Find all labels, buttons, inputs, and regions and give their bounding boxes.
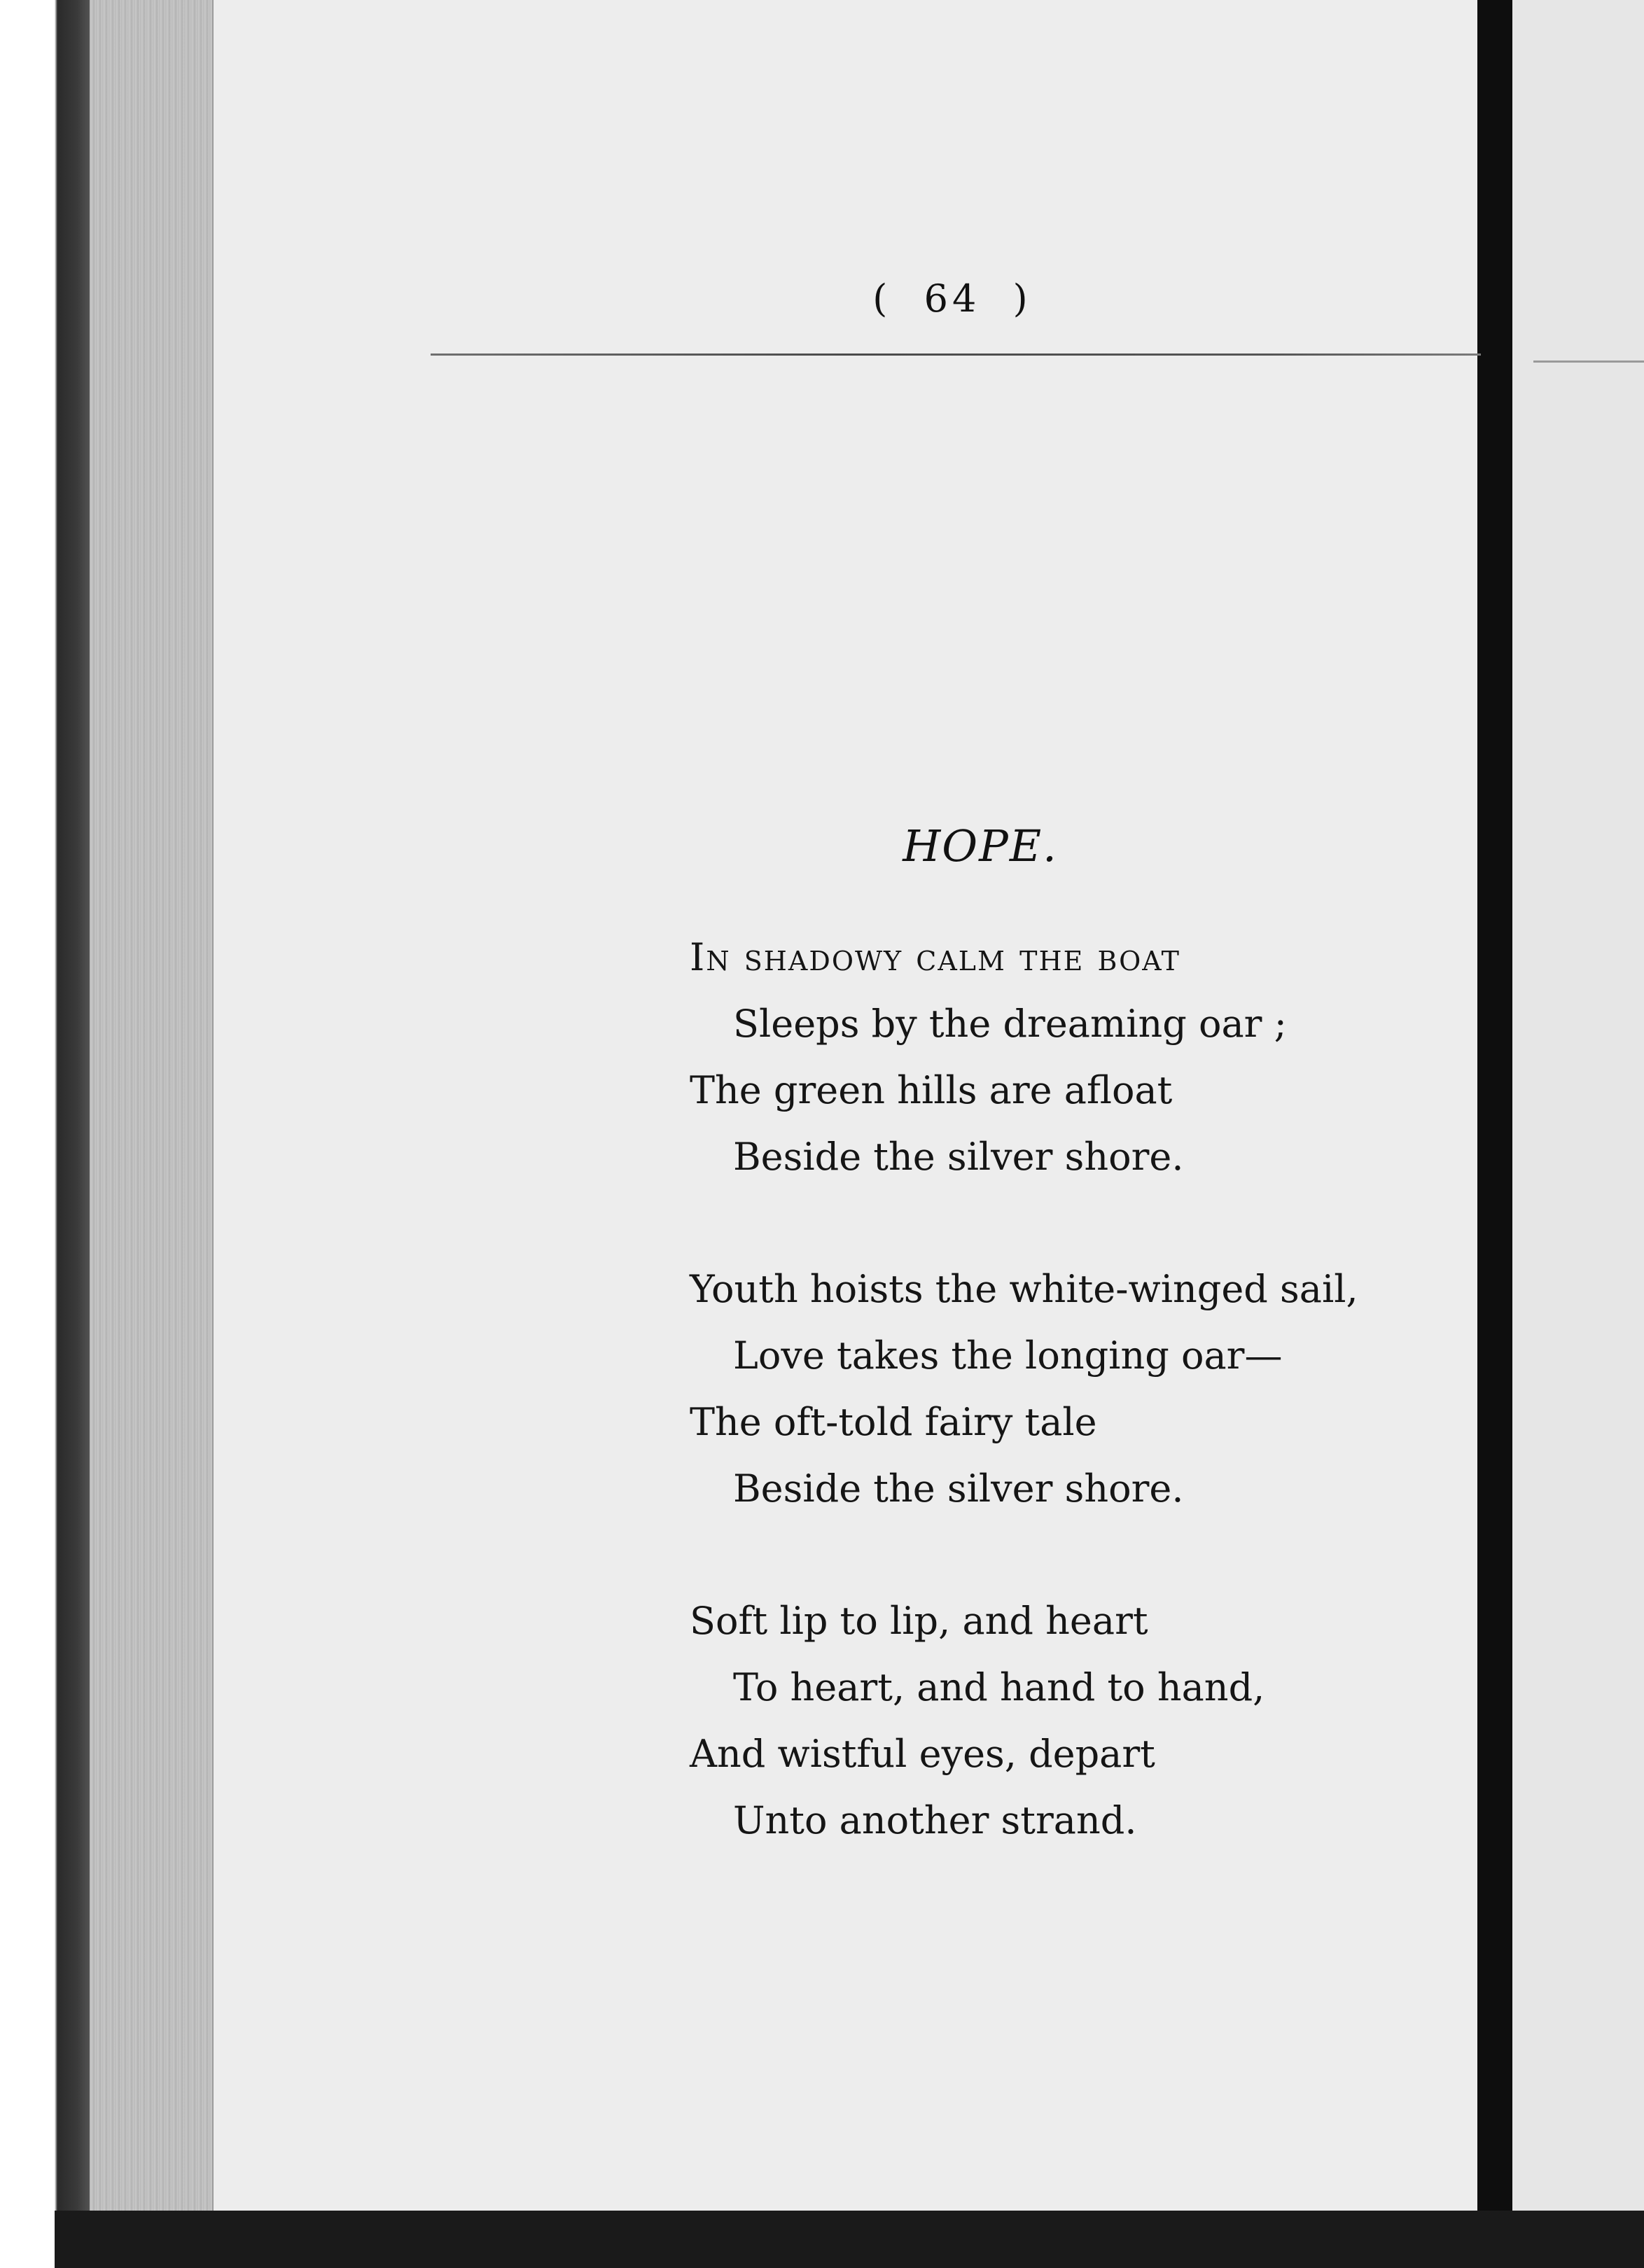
poem-line: To heart, and hand to hand,: [733, 1665, 1265, 1709]
page-number: ( 64 ): [872, 276, 1032, 321]
poem-body: [690, 924, 1390, 1919]
poem-line: Beside the silver shore.: [733, 1135, 1184, 1179]
poem-line: The green hills are afloat: [690, 1068, 1173, 1112]
poem-title: HOPE.: [903, 820, 1058, 872]
scan-border-left: [0, 0, 91, 2268]
poem-line: Soft lip to lip, and heart: [690, 1599, 1148, 1643]
poem-line: The oft-told fairy tale: [690, 1400, 1097, 1444]
stanza: [690, 924, 1390, 1190]
poem-line-text: In shadowy calm the boat: [690, 935, 1180, 979]
poem-line: Youth hoists the white-winged sail,: [690, 1267, 1358, 1311]
scan-border-bottom: [55, 2211, 1644, 2268]
facing-page-rule: [1533, 360, 1644, 363]
book-page-edges: [90, 0, 214, 2219]
header-rule: [431, 354, 1481, 356]
stanza: [690, 1588, 1390, 1854]
book-gutter: [1477, 0, 1512, 2268]
poem-line: Beside the silver shore.: [733, 1466, 1184, 1511]
stanza: [690, 1256, 1390, 1522]
poem-line: [690, 924, 1390, 990]
poem-line: And wistful eyes, depart: [690, 1732, 1155, 1776]
poem-line: Sleeps by the dreaming oar ;: [733, 1002, 1287, 1046]
poem-line: Unto another strand.: [733, 1798, 1137, 1842]
facing-page: [1512, 0, 1644, 2268]
poem-line: Love takes the longing oar—: [733, 1334, 1283, 1378]
